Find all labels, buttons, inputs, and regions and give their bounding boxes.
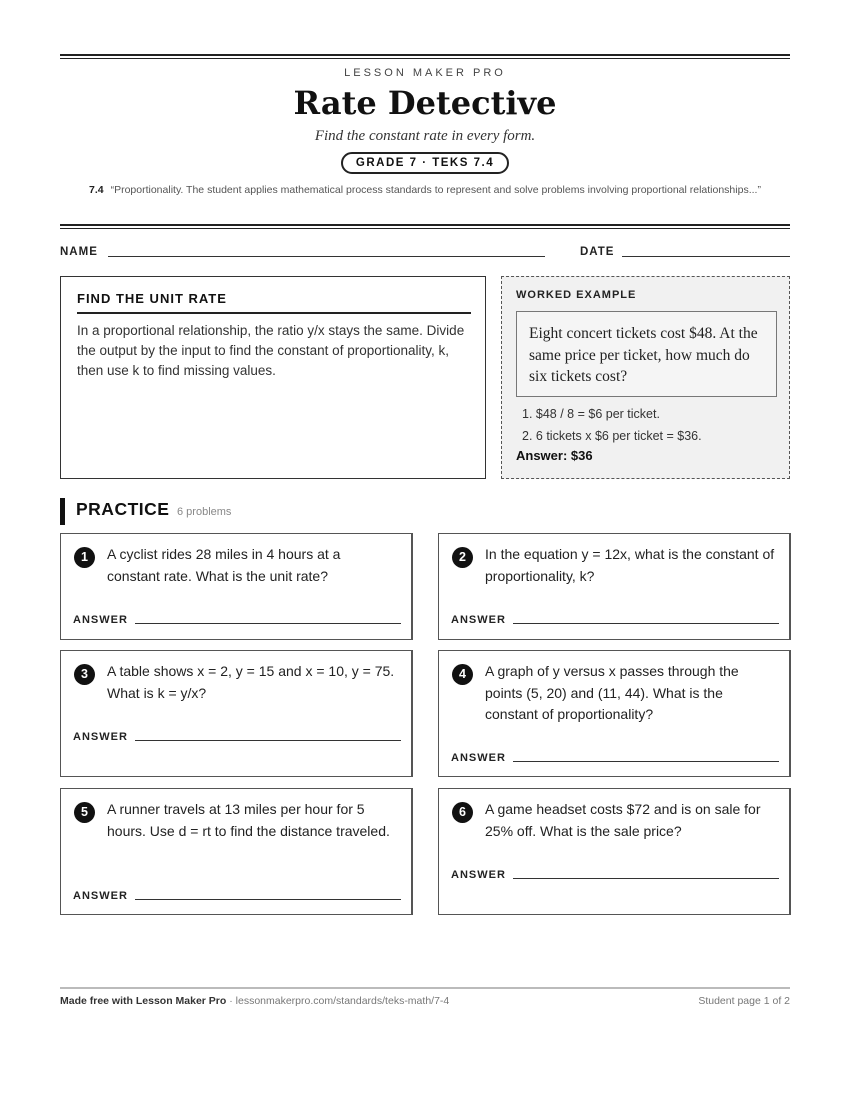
worked-step: 2. 6 tickets x $6 per ticket = $36. (522, 429, 702, 443)
date-field[interactable] (622, 256, 790, 257)
footer-url[interactable]: lessonmakerpro.com/standards/teks-math/7-4 (235, 995, 450, 1007)
answer-field[interactable] (513, 878, 779, 879)
answer-label: ANSWER (73, 731, 128, 743)
answer-label: ANSWER (73, 614, 128, 626)
problem-number-badge: 4 (452, 664, 473, 685)
problem-text: A cyclist rides 28 miles in 4 hours at a constant rate. What is the unit rate? (107, 546, 341, 584)
practice-count: 6 problems (177, 506, 232, 518)
problem-number-badge: 5 (74, 802, 95, 823)
answer-field[interactable] (513, 761, 779, 762)
answer-field[interactable] (135, 623, 401, 624)
answer-field[interactable] (513, 623, 779, 624)
answer-label: ANSWER (451, 752, 506, 764)
problem-text: In the equation y = 12x, what is the constant of proportionality, k? (485, 546, 775, 584)
answer-field[interactable] (135, 740, 401, 741)
standard-code: 7.4 (89, 184, 104, 196)
answer-field[interactable] (135, 899, 401, 900)
unit-rate-divider (77, 312, 471, 314)
date-label: DATE (580, 246, 615, 258)
worked-example-answer: Answer: $36 (516, 448, 593, 463)
problem-text: A table shows x = 2, y = 15 and x = 10, y = 75. What is k = y/x? (107, 663, 395, 701)
unit-rate-title: FIND THE UNIT RATE (77, 291, 227, 306)
practice-heading: PRACTICE (76, 499, 170, 519)
standard-description (80, 182, 770, 198)
worked-example-title: WORKED EXAMPLE (516, 289, 637, 301)
problem-card-1 (60, 533, 413, 640)
worksheet-page (60, 0, 790, 1100)
problem-text: A game headset costs $72 and is on sale for 25% off. What is the sale price? (485, 801, 761, 839)
worked-example-box (501, 276, 790, 479)
problem-number-badge: 3 (74, 664, 95, 685)
problem-card-4 (438, 650, 791, 777)
worked-example-problem: Eight concert tickets cost $48. At the same price per ticket, how much do six tickets cost? (516, 311, 777, 397)
unit-rate-text: In a proportional relationship, the ratio y/x stays the same. Divide the output by the input to find the constant of proportionality, k, then use k to find missing values. (77, 323, 465, 378)
standard-text: “Proportionality. The student applies mathematical process standards to represent and solve problems involving proportional relationships...” (110, 184, 761, 196)
brand-name: LESSON MAKER PRO (344, 67, 506, 79)
page-subtitle: Find the constant rate in every form. (314, 128, 536, 144)
answer-label: ANSWER (451, 869, 506, 881)
footer-separator: · (226, 995, 236, 1007)
page-title: Rate Detective (293, 84, 557, 122)
footer-made-with: Made free with Lesson Maker Pro (60, 995, 227, 1007)
problem-number-badge: 6 (452, 802, 473, 823)
problem-text: A graph of y versus x passes through the points (5, 20) and (11, 44). What is the constant of proportionality? (485, 663, 739, 722)
answer-label: ANSWER (73, 890, 128, 902)
footer-rule (60, 987, 790, 989)
unit-rate-box (60, 276, 486, 479)
worked-example-steps (522, 403, 702, 447)
name-label: NAME (60, 246, 98, 258)
problem-card-3 (60, 650, 413, 777)
problem-number-badge: 2 (452, 547, 473, 568)
worked-step: 1. $48 / 8 = $6 per ticket. (522, 407, 660, 421)
footer-page-number: Student page 1 of 2 (698, 995, 790, 1007)
practice-accent-bar (60, 498, 65, 525)
answer-label: ANSWER (451, 614, 506, 626)
grade-badge: GRADE 7 · TEKS 7.4 (341, 152, 509, 174)
grade-badge-wrap (60, 152, 790, 174)
header-bottom-rule (60, 224, 790, 229)
footer-credit (60, 995, 449, 1007)
header-top-rule (60, 54, 790, 59)
problem-number-badge: 1 (74, 547, 95, 568)
problem-card-6 (438, 788, 791, 915)
problem-card-5 (60, 788, 413, 915)
problem-text: A runner travels at 13 miles per hour for 5 hours. Use d = rt to find the distance traveled. (107, 801, 390, 839)
name-field[interactable] (108, 256, 545, 257)
problem-card-2 (438, 533, 791, 640)
